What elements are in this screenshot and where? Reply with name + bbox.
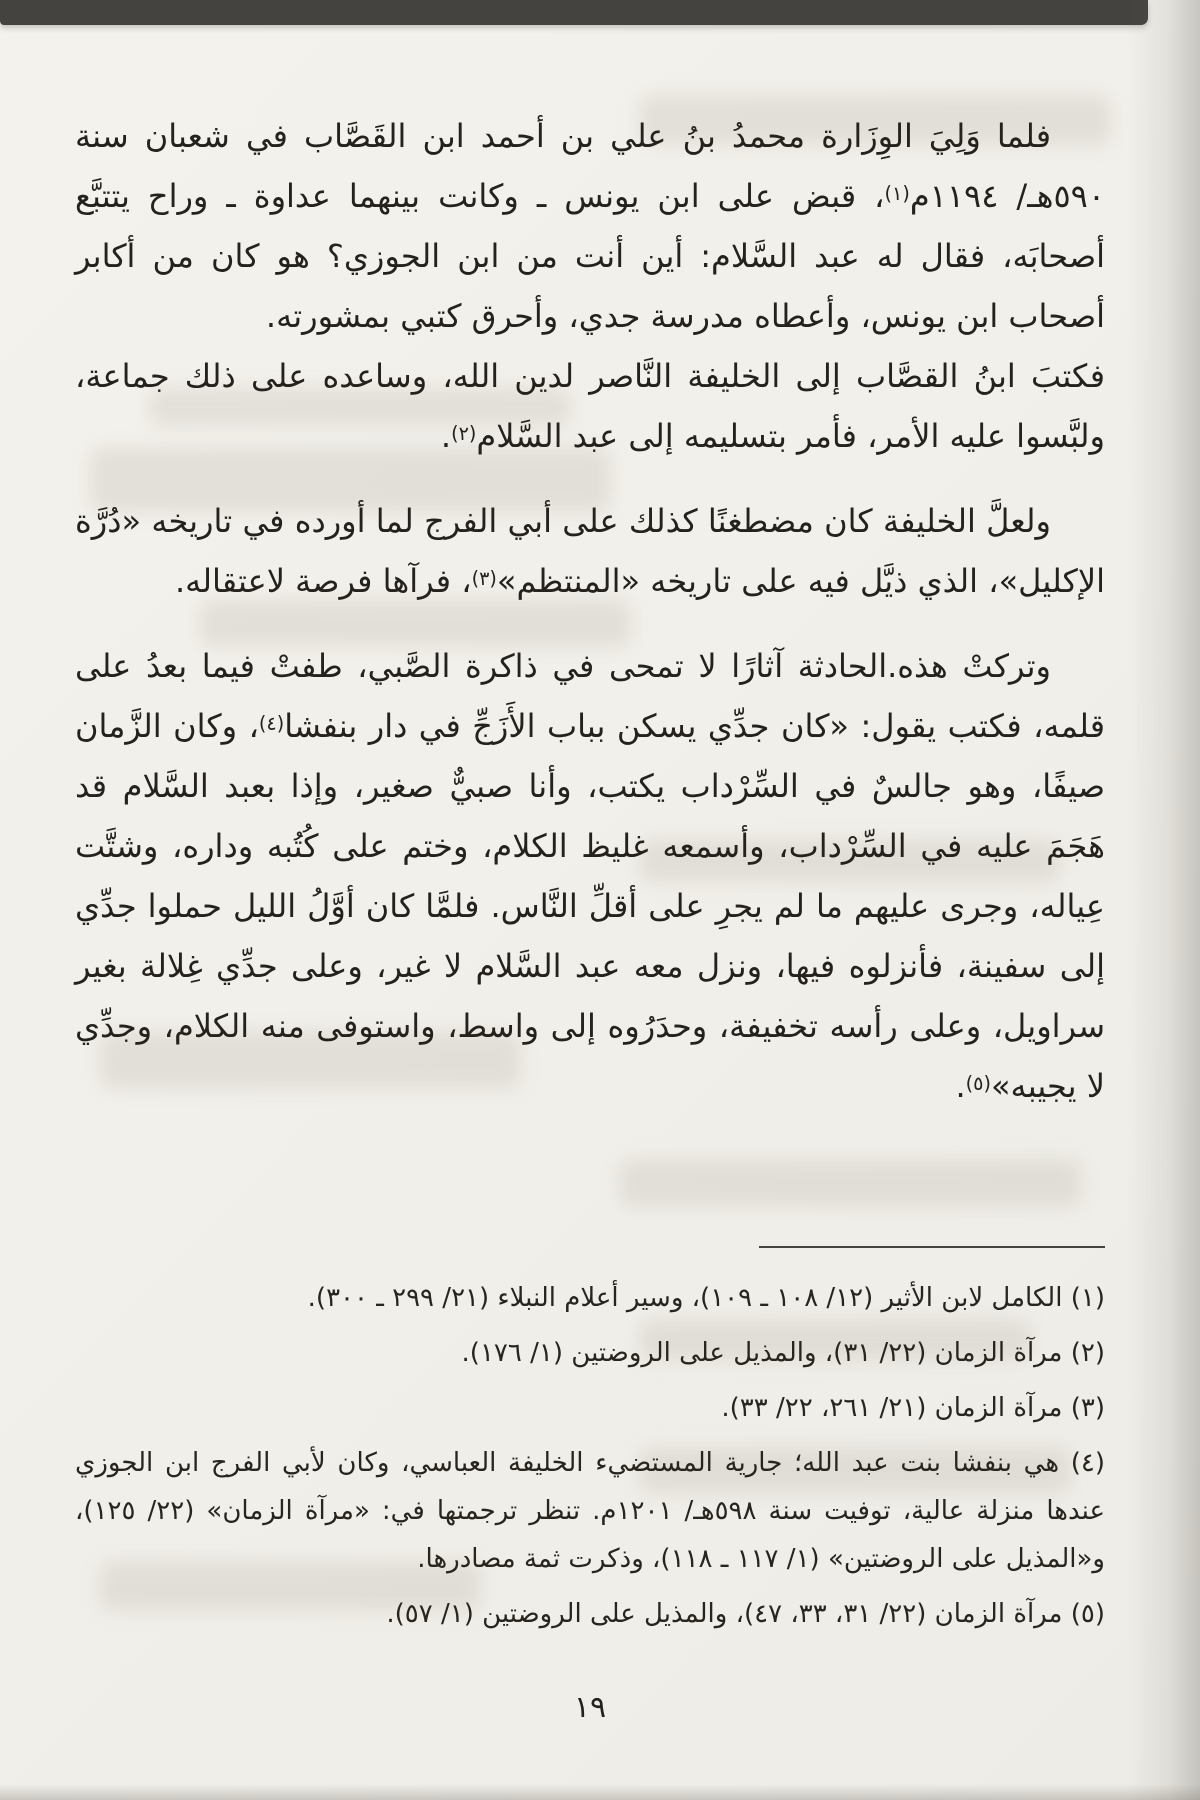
footnote-reference-marker: (٤) [258, 712, 285, 735]
footnote-5: (٥) مرآة الزمان (٢٢/ ٣١، ٣٣، ٤٧)، والمذيل على الروضتين (١/ ٥٧). [386, 1599, 1105, 1629]
footnote-reference-marker: (٣) [471, 567, 497, 590]
footnote-separator-rule [759, 1246, 1105, 1248]
footnote-reference-marker: (١) [884, 182, 910, 205]
body-paragraph-3: ولعلَّ الخليفة كان مضطغنًا كذلك على أبي الفرج لما أورده في تاريخه «دُرَّة الإكليل»، الذي ذيَّل فيه على تاريخه «المنتظم»$^{(٣)}$، فرآها فرصة لاعتقاله. [75, 502, 1105, 600]
scan-edge-band-top [0, 0, 1148, 25]
footnote-4: (٤) هي بنفشا بنت عبد الله؛ جارية المستضيء الخليفة العباسي، وكان لأبي الفرج ابن الجوزي عندها منزلة عالية، توفيت سنة ٥٩٨هـ/ ١٢٠١م. تنظر ترجمتها في: «مرآة الزمان» (٢٢/ ١٢٥)، و«المذيل على الروضتين» (١/ ١١٧ ـ ١١٨)، وذكرت ثمة مصادرها. [75, 1448, 1105, 1574]
page-number: ١٩ [573, 1690, 607, 1725]
bleedthrough-smudge [620, 1160, 1080, 1206]
body-paragraph-1: فلما وَلِيَ الوِزَارة محمدُ بنُ علي بن أحمد ابن القَصَّاب في شعبان سنة ٥٩٠هـ/ ١١٩٤م$^{(١)}$، قبض على ابن يونس ـ وكانت بينهما عداوة ـ وراح يتتبَّع أصحابَه، فقال له عبد السَّلام: أين أنت من ابن الجوزي؟ هو كان من أكابر أصحاب ابن يونس، وأعطاه مدرسة جدي، وأحرق كتبي بمشورته. [75, 117, 1106, 335]
page-edge-shadow-bottom [0, 1784, 1200, 1800]
footnote-2: (٢) مرآة الزمان (٢٢/ ٣١)، والمذيل على الروضتين (١/ ١٧٦). [461, 1338, 1105, 1368]
footnote-reference-marker: (٢) [451, 422, 477, 445]
page-edge-shadow-right [1128, 0, 1200, 1800]
footnote-reference-marker: (٥) [965, 1072, 991, 1095]
footnote-1: (١) الكامل لابن الأثير (١٢/ ١٠٨ ـ ١٠٩)، وسير أعلام النبلاء (٢١/ ٢٩٩ ـ ٣٠٠). [307, 1283, 1105, 1313]
footnotes-section [75, 1246, 1105, 1645]
body-paragraph-2: فكتبَ ابنُ القصَّاب إلى الخليفة النَّاصر لدين الله، وساعده على ذلك جماعة، ولبَّسوا عليه الأمر، فأمر بتسليمه إلى عبد السَّلام$^{(٢)}$. [75, 357, 1105, 455]
body-paragraph-4: وتركتْ هذه.الحادثة آثارًا لا تمحى في ذاكرة الصَّبي، طفتْ فيما بعدُ على قلمه، فكتب يقول: «كان جدِّي يسكن بباب الأَزَجِّ في دار بنفشا$^{(٤)}$، وكان الزَّمان صيفًا، وهو جالسٌ في السِّرْداب يكتب، وأنا صبيٌّ صغير، وإذا بعبد السَّلام قد هَجَمَ عليه في السِّرْداب، وأسمعه غليظ الكلام، وختم على كُتُبه وداره، وشتَّت عِياله، وجرى عليهم ما لم يجرِ على أقلِّ النَّاس. فلمَّا كان أوَّلُ الليل حملوا جدِّي إلى سفينة، فأنزلوه فيها، ونزل معه عبد السَّلام لا غير، وعلى جدِّي غِلالة بغير سراويل، وعلى رأسه تخفيفة، وحدَرُوه إلى واسط، واستوفى منه الكلام، وجدِّي لا يجيبه»$^{(٥)}$. [75, 647, 1106, 1105]
footnote-3: (٣) مرآة الزمان (٢١/ ٢٦١، ٢٢/ ٣٣). [721, 1393, 1105, 1423]
body-text [75, 106, 1105, 1116]
